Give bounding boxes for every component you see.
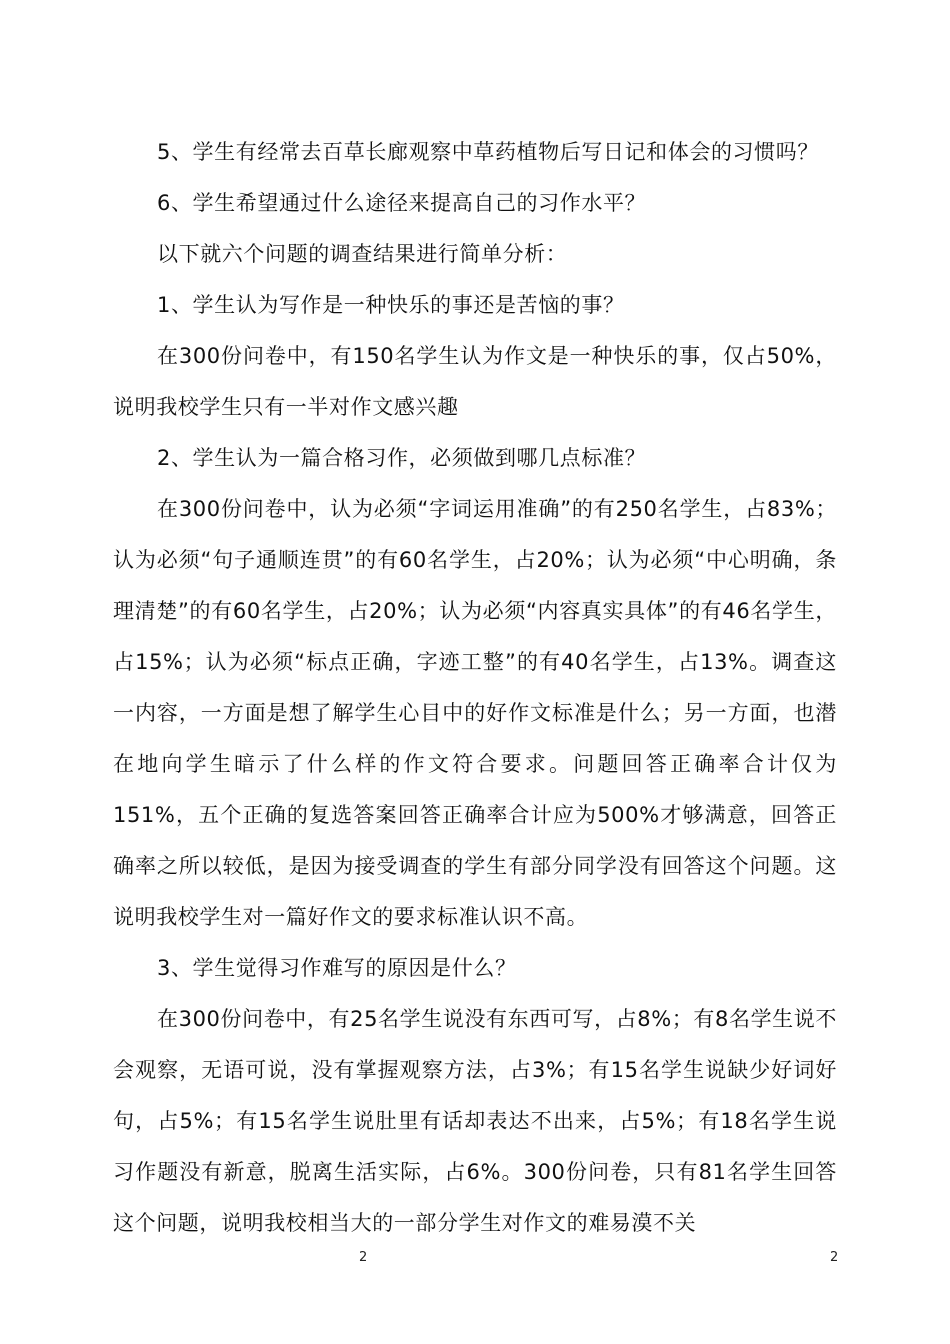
body-text (113, 127, 837, 1249)
footer-page-number-right: 2 (830, 1250, 839, 1265)
question-1-heading: 1、学生认为写作是一种快乐的事还是苦恼的事？ (157, 293, 625, 317)
question-3-heading: 3、学生觉得习作难写的原因是什么？ (157, 956, 517, 980)
question-1-analysis: 在300份问卷中，有150名学生认为作文是一种快乐的事，仅占50%，说明我校学生只有一半对作文感兴趣 (113, 344, 837, 419)
analysis-intro: 以下就六个问题的调查结果进行简单分析： (157, 242, 568, 266)
question-5: 5、学生有经常去百草长廊观察中草药植物后写日记和体会的习惯吗？ (157, 140, 819, 164)
question-6: 6、学生希望通过什么途径来提高自己的习作水平？ (157, 191, 647, 215)
question-3-analysis: 在300份问卷中，有25名学生说没有东西可写，占8%；有8名学生说不会观察，无语可说，没有掌握观察方法，占3%；有15名学生说缺少好词好句，占5%；有15名学生说肚里有话却表达不出来，占5%；有18名学生说习作题没有新意，脱离生活实际，占6%。300份问卷，只有81名学生回答这个问题，说明我校相当大的一部分学生对作文的难易漠不关 (113, 1007, 837, 1235)
question-2-analysis: 在300份问卷中，认为必须“字词运用准确”的有250名学生，占83%；认为必须“句子通顺连贯”的有60名学生，占20%；认为必须“中心明确，条理清楚”的有60名学生，占20%；认为必须“内容真实具体”的有46名学生，占15%；认为必须“标点正确，字迹工整”的有40名学生，占13%。调查这一内容，一方面是想了解学生心目中的好作文标准是什么；另一方面，也潜在地向学生暗示了什么样的作文符合要求。问题回答正确率合计仅为151%，五个正确的复选答案回答正确率合计应为500%才够满意，回答正确率之所以较低，是因为接受调查的学生有部分同学没有回答这个问题。这说明我校学生对一篇好作文的要求标准认识不高。 (113, 497, 837, 929)
footer-page-number-center: 2 (359, 1250, 368, 1265)
question-2-heading: 2、学生认为一篇合格习作，必须做到哪几点标准？ (157, 446, 647, 470)
